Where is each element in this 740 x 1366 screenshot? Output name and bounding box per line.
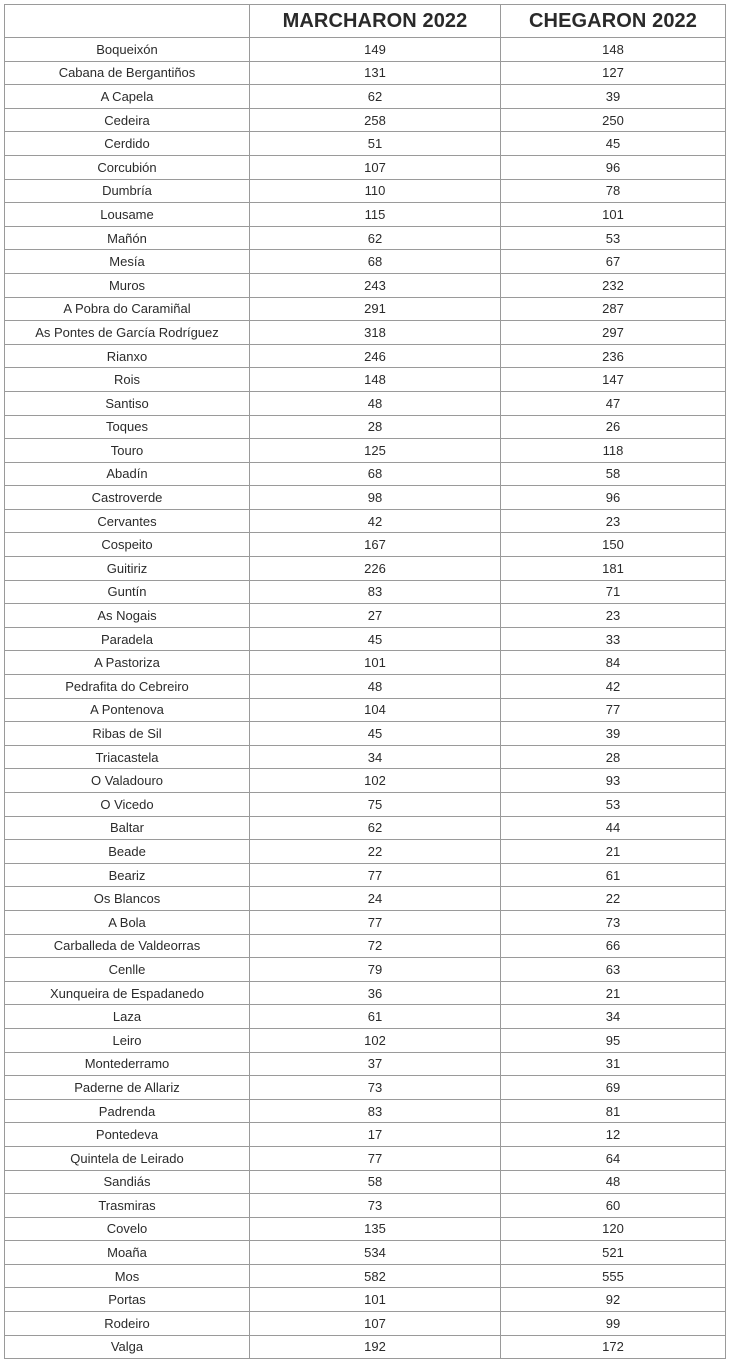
chegaron-cell: 53 [501,226,726,250]
marcharon-cell: 61 [250,1005,501,1029]
chegaron-cell: 93 [501,769,726,793]
marcharon-cell: 258 [250,108,501,132]
municipality-cell: Beade [5,840,250,864]
marcharon-cell: 62 [250,85,501,109]
chegaron-cell: 127 [501,61,726,85]
marcharon-cell: 73 [250,1194,501,1218]
municipality-cell: Santiso [5,391,250,415]
marcharon-cell: 77 [250,863,501,887]
municipality-cell: As Pontes de García Rodríguez [5,321,250,345]
municipality-cell: Toques [5,415,250,439]
chegaron-cell: 78 [501,179,726,203]
marcharon-cell: 62 [250,816,501,840]
table-row [5,415,726,439]
table-row [5,698,726,722]
table-row [5,509,726,533]
table-row [5,155,726,179]
chegaron-cell: 22 [501,887,726,911]
table-row [5,863,726,887]
marcharon-cell: 48 [250,675,501,699]
chegaron-cell: 118 [501,439,726,463]
chegaron-cell: 58 [501,462,726,486]
marcharon-cell: 51 [250,132,501,156]
table-row [5,675,726,699]
chegaron-cell: 28 [501,745,726,769]
table-row [5,297,726,321]
municipality-cell: As Nogais [5,604,250,628]
chegaron-cell: 148 [501,38,726,62]
municipality-cell: Cabana de Bergantiños [5,61,250,85]
chegaron-cell: 69 [501,1076,726,1100]
marcharon-cell: 22 [250,840,501,864]
table-row [5,1123,726,1147]
municipality-cell: A Pontenova [5,698,250,722]
chegaron-cell: 92 [501,1288,726,1312]
chegaron-cell: 34 [501,1005,726,1029]
municipality-cell: Padrenda [5,1099,250,1123]
table-row [5,132,726,156]
chegaron-cell: 95 [501,1028,726,1052]
municipality-cell: O Vicedo [5,793,250,817]
table-row [5,910,726,934]
chegaron-cell: 150 [501,533,726,557]
municipality-cell: Guntín [5,580,250,604]
table-row [5,273,726,297]
chegaron-cell: 77 [501,698,726,722]
table-container [4,4,725,1359]
marcharon-cell: 83 [250,580,501,604]
table-row [5,1170,726,1194]
table-row [5,179,726,203]
marcharon-cell: 101 [250,1288,501,1312]
municipality-cell: Xunqueira de Espadanedo [5,981,250,1005]
table-row [5,61,726,85]
chegaron-cell: 39 [501,722,726,746]
chegaron-cell: 63 [501,958,726,982]
table-row [5,816,726,840]
marcharon-cell: 68 [250,250,501,274]
chegaron-cell: 44 [501,816,726,840]
municipality-cell: Leiro [5,1028,250,1052]
table-row [5,1005,726,1029]
table-row [5,391,726,415]
chegaron-cell: 96 [501,155,726,179]
municipality-cell: Montederramo [5,1052,250,1076]
table-row [5,887,726,911]
table-row [5,321,726,345]
marcharon-cell: 17 [250,1123,501,1147]
table-row [5,745,726,769]
municipality-cell: Beariz [5,863,250,887]
table-body [5,38,726,1359]
marcharon-cell: 102 [250,769,501,793]
header-municipality [5,5,250,38]
marcharon-cell: 291 [250,297,501,321]
municipality-cell: Pedrafita do Cebreiro [5,675,250,699]
table-row [5,769,726,793]
table-row [5,1335,726,1359]
municipality-cell: Covelo [5,1217,250,1241]
table-row [5,1076,726,1100]
marcharon-cell: 37 [250,1052,501,1076]
municipality-cell: A Pastoriza [5,651,250,675]
municipality-cell: Trasmiras [5,1194,250,1218]
table-row [5,627,726,651]
municipality-cell: Carballeda de Valdeorras [5,934,250,958]
table-row [5,38,726,62]
municipality-cell: Rois [5,368,250,392]
table-row [5,344,726,368]
municipality-cell: Cospeito [5,533,250,557]
municipality-cell: Guitiriz [5,557,250,581]
municipality-cell: Moaña [5,1241,250,1265]
chegaron-cell: 21 [501,840,726,864]
marcharon-cell: 226 [250,557,501,581]
marcharon-cell: 28 [250,415,501,439]
marcharon-cell: 107 [250,155,501,179]
table-row [5,462,726,486]
chegaron-cell: 12 [501,1123,726,1147]
table-row [5,958,726,982]
marcharon-cell: 42 [250,509,501,533]
municipality-cell: Boqueixón [5,38,250,62]
chegaron-cell: 42 [501,675,726,699]
municipality-cell: Mañón [5,226,250,250]
table-row [5,108,726,132]
chegaron-cell: 101 [501,203,726,227]
municipality-cell: A Pobra do Caramiñal [5,297,250,321]
chegaron-cell: 47 [501,391,726,415]
marcharon-cell: 58 [250,1170,501,1194]
table-row [5,533,726,557]
marcharon-cell: 246 [250,344,501,368]
table-row [5,1028,726,1052]
marcharon-cell: 107 [250,1312,501,1336]
municipality-cell: Valga [5,1335,250,1359]
table-row [5,1052,726,1076]
marcharon-cell: 125 [250,439,501,463]
municipality-cell: Cedeira [5,108,250,132]
municipality-cell: A Bola [5,910,250,934]
table-row [5,651,726,675]
chegaron-cell: 236 [501,344,726,368]
table-row [5,250,726,274]
marcharon-cell: 73 [250,1076,501,1100]
municipality-cell: Os Blancos [5,887,250,911]
marcharon-cell: 102 [250,1028,501,1052]
chegaron-cell: 73 [501,910,726,934]
municipality-cell: Mesía [5,250,250,274]
table-row [5,580,726,604]
municipality-cell: Triacastela [5,745,250,769]
municipality-cell: Lousame [5,203,250,227]
table-row [5,368,726,392]
table-row [5,722,726,746]
marcharon-cell: 72 [250,934,501,958]
marcharon-cell: 131 [250,61,501,85]
chegaron-cell: 521 [501,1241,726,1265]
table-row [5,557,726,581]
chegaron-cell: 66 [501,934,726,958]
marcharon-cell: 48 [250,391,501,415]
chegaron-cell: 45 [501,132,726,156]
marcharon-cell: 167 [250,533,501,557]
marcharon-cell: 110 [250,179,501,203]
marcharon-cell: 77 [250,910,501,934]
table-row [5,934,726,958]
marcharon-cell: 79 [250,958,501,982]
chegaron-cell: 67 [501,250,726,274]
marcharon-cell: 115 [250,203,501,227]
table-row [5,604,726,628]
marcharon-cell: 243 [250,273,501,297]
municipality-cell: Cenlle [5,958,250,982]
municipality-cell: O Valadouro [5,769,250,793]
marcharon-cell: 83 [250,1099,501,1123]
table-row [5,1288,726,1312]
marcharon-cell: 24 [250,887,501,911]
table-row [5,439,726,463]
chegaron-cell: 71 [501,580,726,604]
table-header [5,5,726,38]
chegaron-cell: 181 [501,557,726,581]
marcharon-cell: 101 [250,651,501,675]
marcharon-cell: 45 [250,722,501,746]
municipality-cell: Corcubión [5,155,250,179]
table-row [5,1194,726,1218]
chegaron-cell: 33 [501,627,726,651]
marcharon-cell: 27 [250,604,501,628]
marcharon-cell: 318 [250,321,501,345]
municipality-cell: Muros [5,273,250,297]
marcharon-cell: 534 [250,1241,501,1265]
chegaron-cell: 48 [501,1170,726,1194]
chegaron-cell: 81 [501,1099,726,1123]
municipality-cell: A Capela [5,85,250,109]
municipality-cell: Dumbría [5,179,250,203]
chegaron-cell: 99 [501,1312,726,1336]
marcharon-cell: 148 [250,368,501,392]
chegaron-cell: 26 [501,415,726,439]
table-row [5,85,726,109]
table-row [5,1146,726,1170]
chegaron-cell: 287 [501,297,726,321]
municipality-cell: Castroverde [5,486,250,510]
chegaron-cell: 232 [501,273,726,297]
marcharon-cell: 98 [250,486,501,510]
table-row [5,1241,726,1265]
chegaron-cell: 250 [501,108,726,132]
municipality-cell: Mos [5,1264,250,1288]
municipality-cell: Quintela de Leirado [5,1146,250,1170]
marcharon-cell: 192 [250,1335,501,1359]
marcharon-cell: 34 [250,745,501,769]
marcharon-cell: 77 [250,1146,501,1170]
migration-table [4,4,726,1359]
header-row [5,5,726,38]
chegaron-cell: 23 [501,604,726,628]
chegaron-cell: 39 [501,85,726,109]
municipality-cell: Cervantes [5,509,250,533]
municipality-cell: Baltar [5,816,250,840]
header-chegaron: CHEGARON 2022 [501,5,726,38]
chegaron-cell: 84 [501,651,726,675]
chegaron-cell: 96 [501,486,726,510]
marcharon-cell: 75 [250,793,501,817]
marcharon-cell: 68 [250,462,501,486]
table-row [5,793,726,817]
chegaron-cell: 53 [501,793,726,817]
municipality-cell: Ribas de Sil [5,722,250,746]
chegaron-cell: 64 [501,1146,726,1170]
table-row [5,1312,726,1336]
chegaron-cell: 23 [501,509,726,533]
municipality-cell: Portas [5,1288,250,1312]
table-row [5,981,726,1005]
chegaron-cell: 60 [501,1194,726,1218]
table-row [5,1099,726,1123]
municipality-cell: Cerdido [5,132,250,156]
table-row [5,1264,726,1288]
marcharon-cell: 104 [250,698,501,722]
chegaron-cell: 21 [501,981,726,1005]
table-row [5,203,726,227]
marcharon-cell: 36 [250,981,501,1005]
chegaron-cell: 297 [501,321,726,345]
chegaron-cell: 147 [501,368,726,392]
municipality-cell: Paradela [5,627,250,651]
municipality-cell: Sandiás [5,1170,250,1194]
chegaron-cell: 172 [501,1335,726,1359]
municipality-cell: Touro [5,439,250,463]
table-row [5,1217,726,1241]
chegaron-cell: 555 [501,1264,726,1288]
marcharon-cell: 149 [250,38,501,62]
municipality-cell: Rianxo [5,344,250,368]
table-row [5,226,726,250]
chegaron-cell: 31 [501,1052,726,1076]
municipality-cell: Abadín [5,462,250,486]
municipality-cell: Laza [5,1005,250,1029]
municipality-cell: Pontedeva [5,1123,250,1147]
header-marcharon: MARCHARON 2022 [250,5,501,38]
table-row [5,840,726,864]
chegaron-cell: 120 [501,1217,726,1241]
marcharon-cell: 135 [250,1217,501,1241]
marcharon-cell: 45 [250,627,501,651]
table-row [5,486,726,510]
municipality-cell: Rodeiro [5,1312,250,1336]
marcharon-cell: 582 [250,1264,501,1288]
municipality-cell: Paderne de Allariz [5,1076,250,1100]
chegaron-cell: 61 [501,863,726,887]
marcharon-cell: 62 [250,226,501,250]
